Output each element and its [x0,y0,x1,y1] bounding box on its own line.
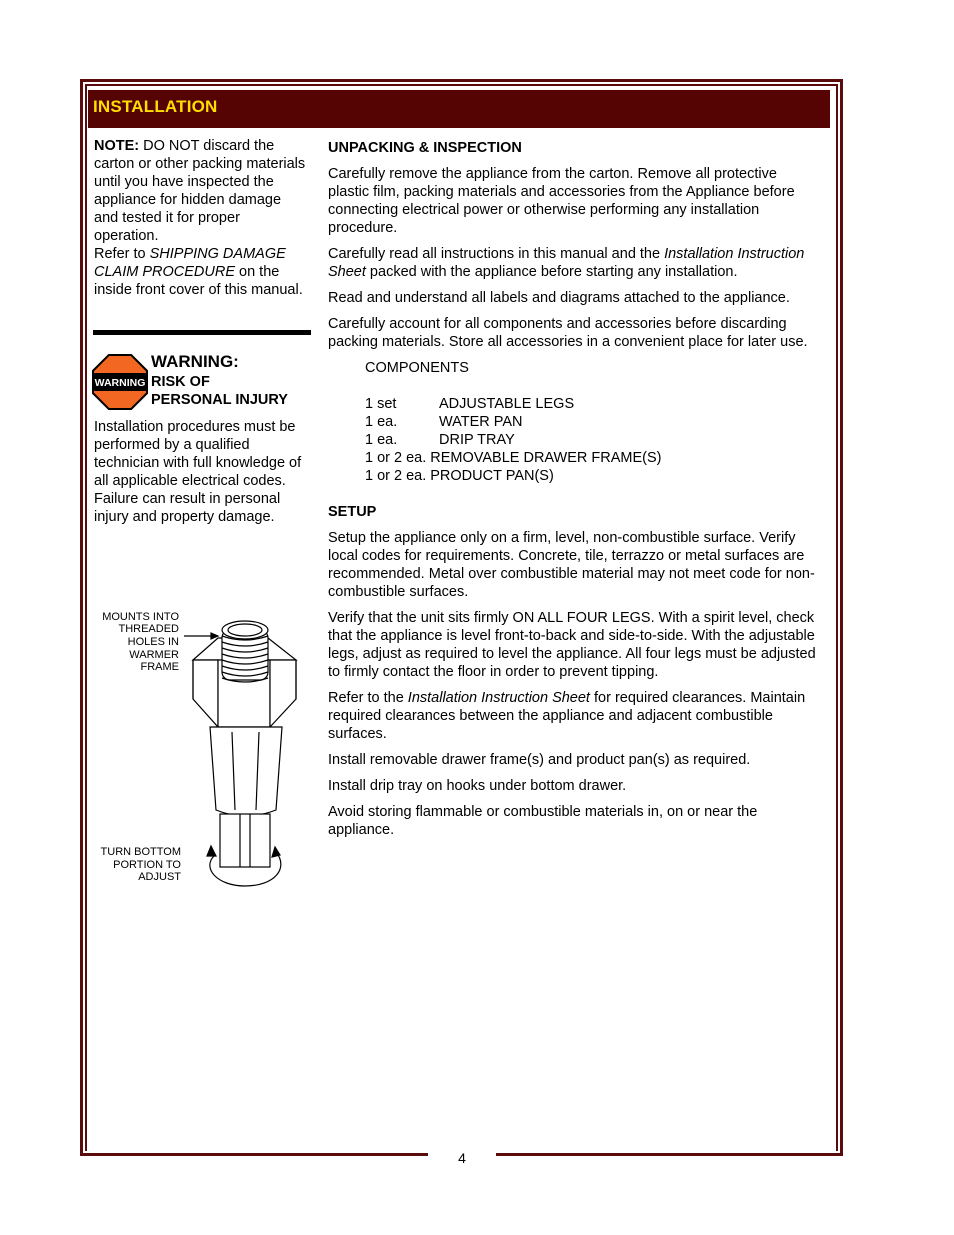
component-qty: 1 ea. [365,414,398,430]
adjustable-leg-diagram [92,600,314,890]
component-name: WATER PAN [439,414,523,430]
component-qty: 1 or 2 ea. [365,450,427,466]
warning-heading: WARNING: [151,352,239,371]
figure-top-label-line-5: FRAME [140,661,179,673]
component-item [365,431,818,449]
setup-paragraph-5: Install drip tray on hooks under bottom drawer. [328,778,627,794]
figure-top-label-line-4: WARMER [129,649,179,661]
unpacking-paragraph-3: Read and understand all labels and diagrams attached to the appliance. [328,290,790,306]
note-refer-suffix: on the inside front cover of this manual. [94,264,303,298]
warning-subheading [151,373,288,409]
warning-sub-line-1: RISK OF [151,374,210,390]
component-item [365,395,818,413]
component-name: REMOVABLE DRAWER FRAME(S) [430,450,662,466]
note-refer-italic: SHIPPING DAMAGE CLAIM PROCEDURE [94,246,286,280]
unpacking-heading: UNPACKING & INSPECTION [328,140,522,156]
figure-bottom-label-line-2: PORTION TO [113,859,181,871]
page-number: 4 [458,1150,466,1166]
warning-body: Installation procedures must be performed by a qualified technician with full knowledge of all applicable electrical codes. Failure can result in personal injury and property damage. [94,419,302,525]
figure-top-label-line-3: HOLES IN [127,636,179,648]
figure-top-label-line-1: MOUNTS INTO [102,611,179,623]
note-text: DO NOT discard the carton or other packing materials until you have inspected the appliance for hidden damage and tested it for proper operation. [94,138,306,244]
component-item [365,449,818,467]
component-name: PRODUCT PAN(S) [430,468,554,484]
section-title: INSTALLATION [93,97,218,116]
unpacking-p2-italic: Installation Instruction Sheet [328,246,805,280]
components-title: COMPONENTS [365,360,469,376]
warning-stop-sign-icon [92,354,148,410]
unpacking-paragraph-4: Carefully account for all components and accessories before discarding packing materials. Store all accessories in a convenient place for later use. [328,316,808,350]
component-item [365,467,818,485]
note-refer-prefix: Refer to [94,246,150,262]
setup-p3-italic: Installation Instruction Sheet [407,690,590,706]
note-refer [94,245,306,299]
figure-bottom-label-line-1: TURN BOTTOM [100,846,181,858]
unpacking-p2-prefix: Carefully read all instructions in this manual and the [328,246,665,262]
setup-paragraph-3 [328,689,818,743]
main-content [328,139,818,847]
setup-paragraph-1: Setup the appliance only on a firm, level, non-combustible surface. Verify local codes for requirements. Concrete, tile, terrazzo or metal surfaces are recommended. Metal over combustible material may not meet code for non-combustible surfaces. [328,530,815,600]
setup-paragraph-4: Install removable drawer frame(s) and product pan(s) as required. [328,752,751,768]
setup-p3-suffix: for required clearances. Maintain required clearances between the appliance and adjacent combustible surfaces. [328,690,806,742]
figure-bottom-label-line-3: ADJUST [138,871,181,883]
warning-sub-line-2: PERSONAL INJURY [151,392,288,408]
component-qty: 1 or 2 ea. [365,468,427,484]
component-item [365,413,818,431]
component-name: ADJUSTABLE LEGS [439,396,575,412]
section-divider [93,330,311,335]
component-qty: 1 set [365,396,397,412]
figure-top-label-line-2: THREADED [118,623,179,635]
note-paragraph [94,137,306,245]
setup-heading: SETUP [328,504,377,520]
component-qty: 1 ea. [365,432,398,448]
warning-sign-text: WARNING [94,377,146,389]
unpacking-paragraph-1: Carefully remove the appliance from the carton. Remove all protective plastic film, packing materials and accessories from the Appliance before connecting electrical power or otherwise performing any installation procedure. [328,166,795,236]
note-block [94,137,306,299]
components-list [365,359,818,485]
setup-paragraph-2: Verify that the unit sits firmly ON ALL FOUR LEGS. With a spirit level, check that the appliance is level front-to-back and side-to-side. With the adjustable legs, adjust as required to level the appliance. All four legs must be adjusted to firmly contact the floor in order to prevent tipping. [328,610,816,680]
unpacking-p2-suffix: packed with the appliance before starting any installation. [365,264,738,280]
unpacking-paragraph-2 [328,245,818,281]
component-name: DRIP TRAY [439,432,515,448]
setup-p3-prefix: Refer to the [328,690,408,706]
setup-paragraph-6: Avoid storing flammable or combustible materials in, on or near the appliance. [328,804,758,838]
note-label: NOTE: [94,138,140,154]
